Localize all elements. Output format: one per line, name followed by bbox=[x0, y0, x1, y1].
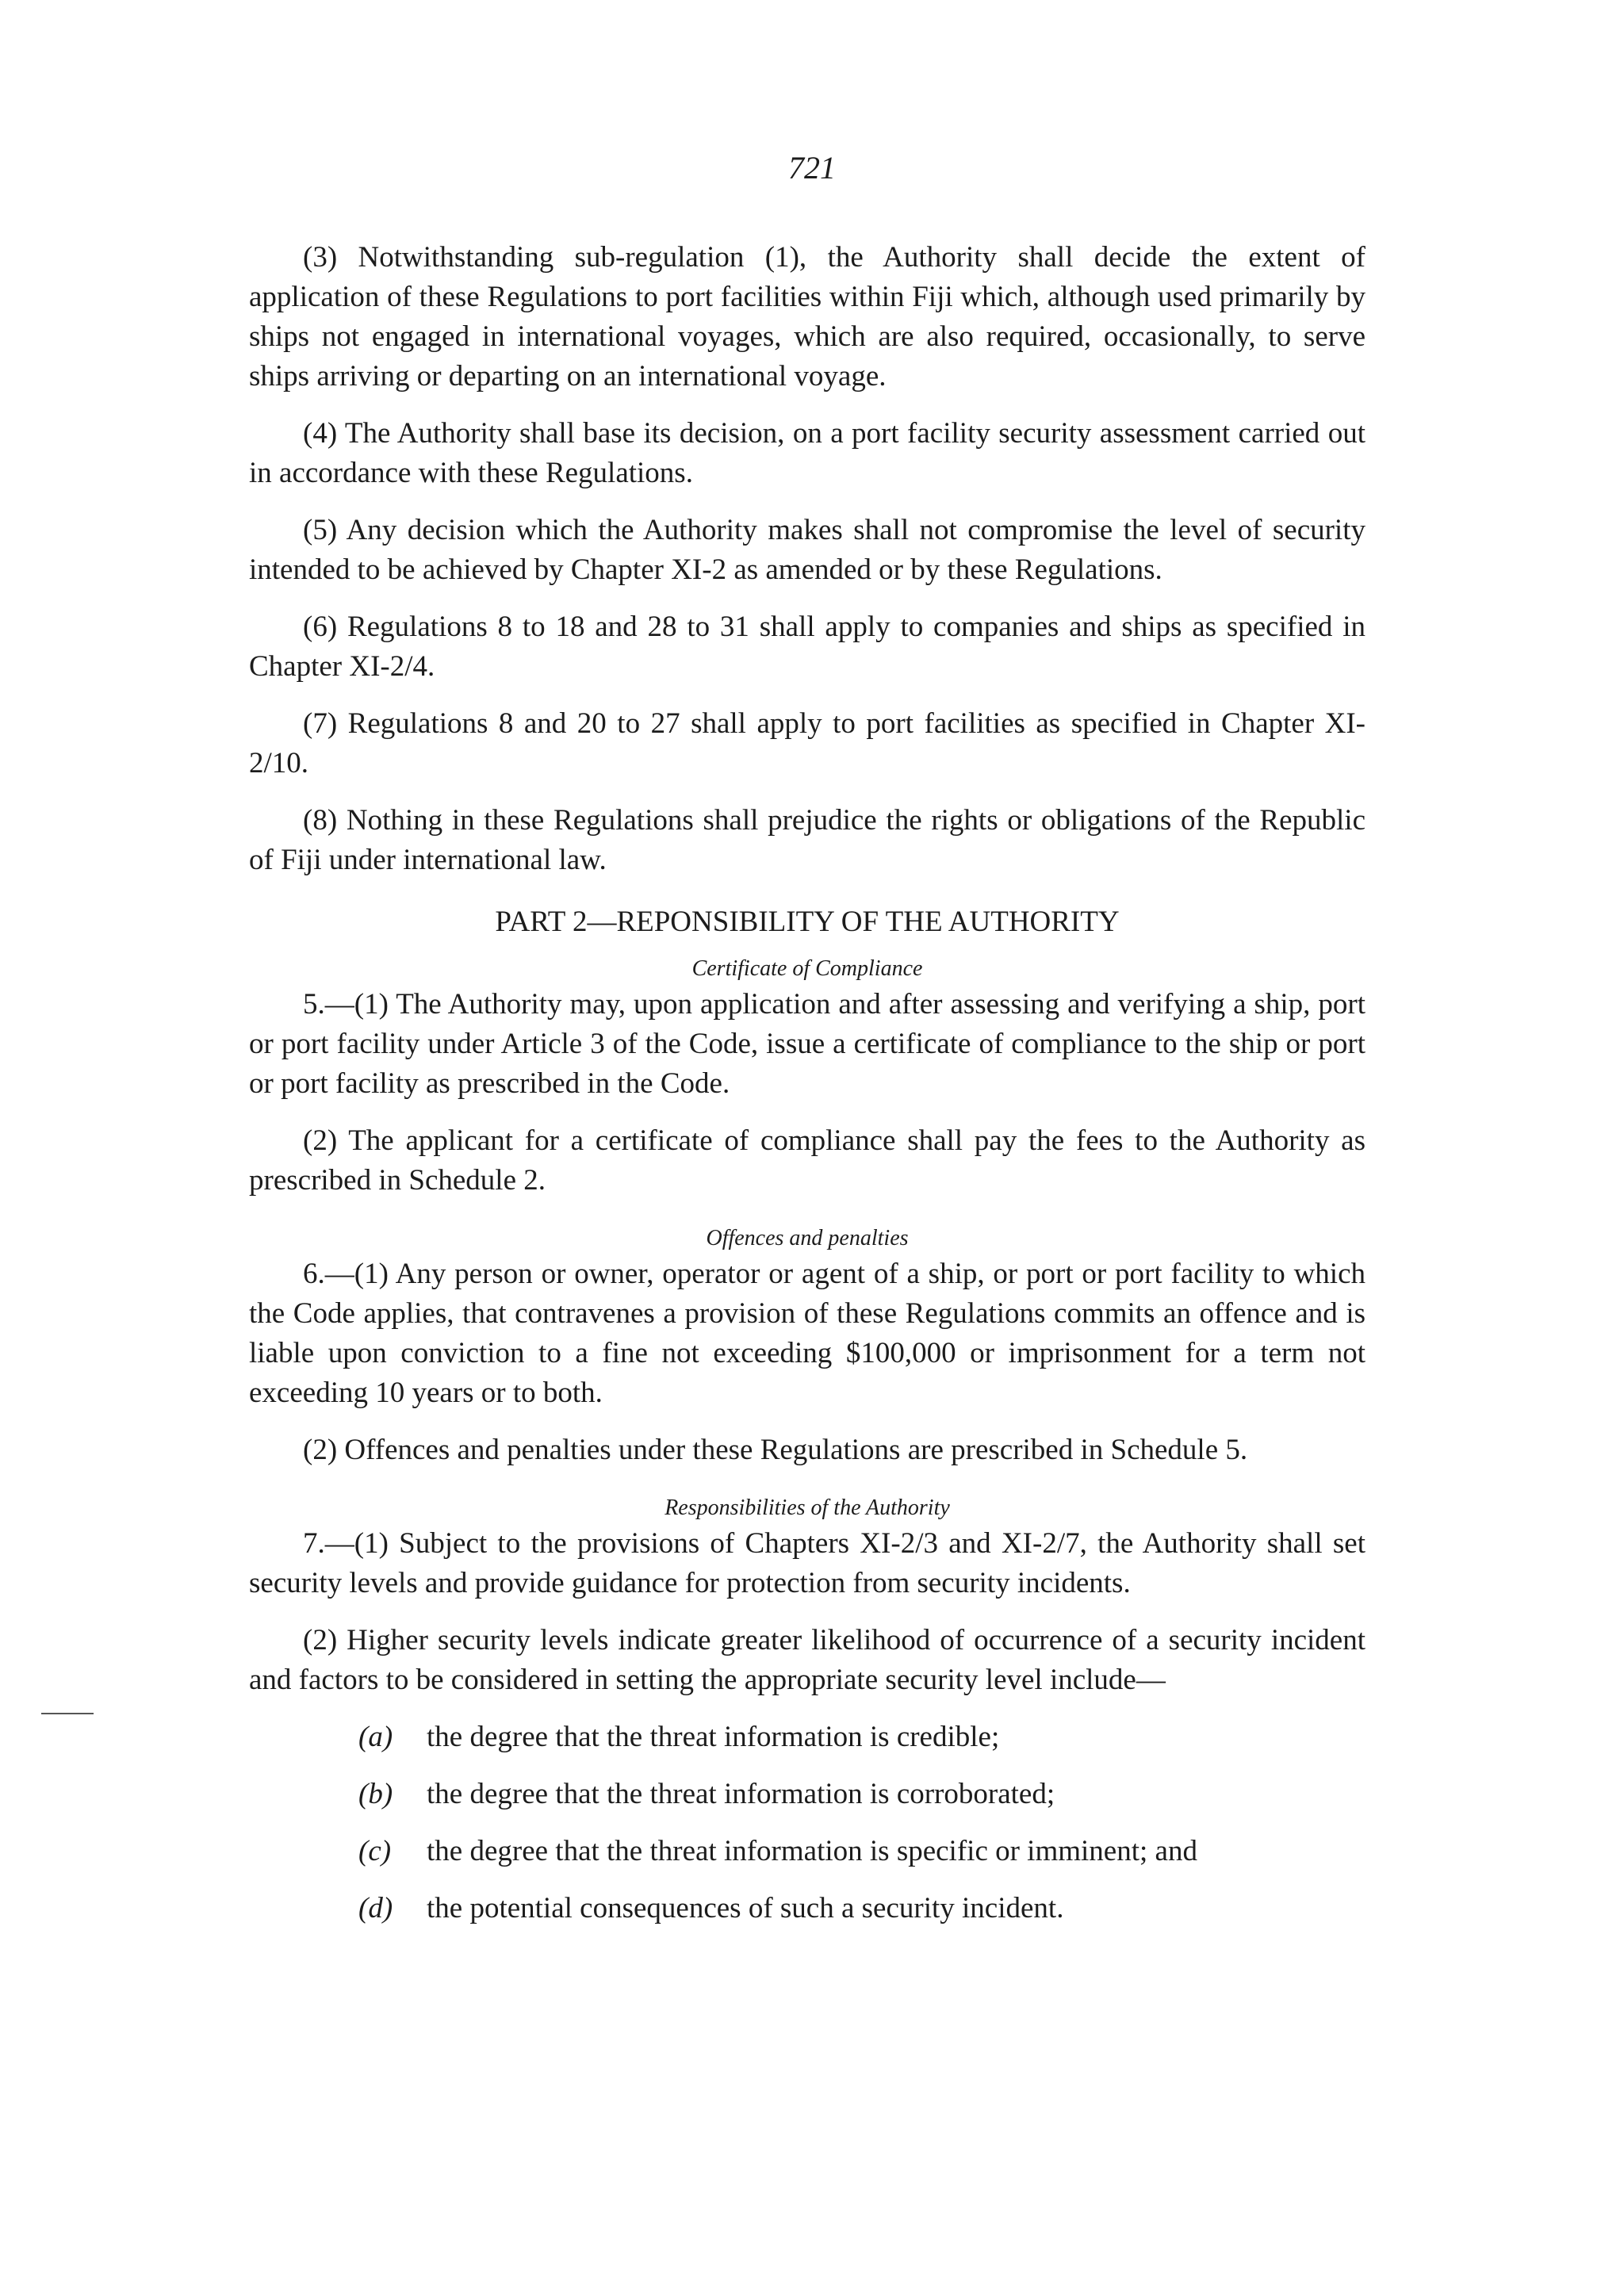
section-5-paragraph-2: (2) The applicant for a certificate of compliance shall pay the fees to the Authority as prescribed in Schedule 2. bbox=[249, 1124, 1365, 1197]
section-5-heading: Certificate of Compliance bbox=[691, 956, 923, 981]
paragraph-4-6: (6) Regulations 8 to 18 and 28 to 31 shall apply to companies and ships as specified in Chapter XI-2/4. bbox=[249, 611, 1365, 683]
section-6-heading: Offences and penalties bbox=[706, 1226, 909, 1250]
paragraph-4-5: (5) Any decision which the Authority makes shall not compromise the level of security intended to be achieved by Chapter XI-2 as amended or by these Regulations. bbox=[249, 514, 1365, 586]
list-text: the degree that the threat information is corroborated; bbox=[427, 1778, 1055, 1810]
list-item bbox=[249, 1775, 1365, 1814]
list-text: the potential consequences of such a security incident. bbox=[427, 1892, 1064, 1924]
paragraph-4-7: (7) Regulations 8 and 20 to 27 shall apply to port facilities as specified in Chapter XI-2/10. bbox=[249, 707, 1365, 779]
list-item bbox=[249, 1718, 1365, 1757]
list-marker: (c) bbox=[358, 1835, 392, 1867]
page-number: 721 bbox=[788, 150, 836, 186]
list-marker: (a) bbox=[358, 1721, 393, 1753]
page-body bbox=[249, 238, 1365, 1946]
list-text: the degree that the threat information is specific or imminent; and bbox=[427, 1835, 1197, 1867]
list-marker: (d) bbox=[358, 1892, 393, 1924]
section-7-heading: Responsibilities of the Authority bbox=[665, 1496, 950, 1520]
paragraph-4-8: (8) Nothing in these Regulations shall prejudice the rights or obligations of the Republic of Fiji under international law. bbox=[249, 804, 1365, 876]
list-marker: (b) bbox=[358, 1778, 393, 1810]
section-6-paragraph-1: 6.—(1) Any person or owner, operator or agent of a ship, or port or port facility to which the Code applies, that contravenes a provision of these Regulations commits an offence and is liable upon conviction to a fine not exceeding $100,000 or imprisonment for a term not exceeding 10 years or to both. bbox=[249, 1258, 1365, 1409]
list-item bbox=[249, 1889, 1365, 1928]
paragraph-4-3: (3) Notwithstanding sub-regulation (1), the Authority shall decide the extent of application of these Regulations to port facilities within Fiji which, although used primarily by ships not engaged in international voyages, which are also required, occasionally, to serve ships arriving or departing on an international voyage. bbox=[249, 241, 1365, 393]
list-item bbox=[249, 1832, 1365, 1871]
list-text: the degree that the threat information is credible; bbox=[427, 1721, 1000, 1753]
part-heading: PART 2—REPONSIBILITY OF THE AUTHORITY bbox=[495, 906, 1120, 938]
section-5-paragraph-1: 5.—(1) The Authority may, upon application and after assessing and verifying a ship, port or port facility under Article 3 of the Code, issue a certificate of compliance to the ship or port or port facility as prescribed in the Code. bbox=[249, 988, 1365, 1100]
paragraph-4-4: (4) The Authority shall base its decision, on a port facility security assessment carried out in accordance with these Regulations. bbox=[249, 417, 1365, 489]
section-7-paragraph-2: (2) Higher security levels indicate greater likelihood of occurrence of a security incident and factors to be considered in setting the appropriate security level include— bbox=[249, 1624, 1365, 1696]
section-7-paragraph-1: 7.—(1) Subject to the provisions of Chapters XI-2/3 and XI-2/7, the Authority shall set security levels and provide guidance for protection from security incidents. bbox=[249, 1527, 1365, 1599]
section-6-paragraph-2: (2) Offences and penalties under these Regulations are prescribed in Schedule 5. bbox=[303, 1434, 1248, 1466]
margin-rule bbox=[41, 1713, 94, 1714]
security-factors-list bbox=[249, 1718, 1365, 1928]
